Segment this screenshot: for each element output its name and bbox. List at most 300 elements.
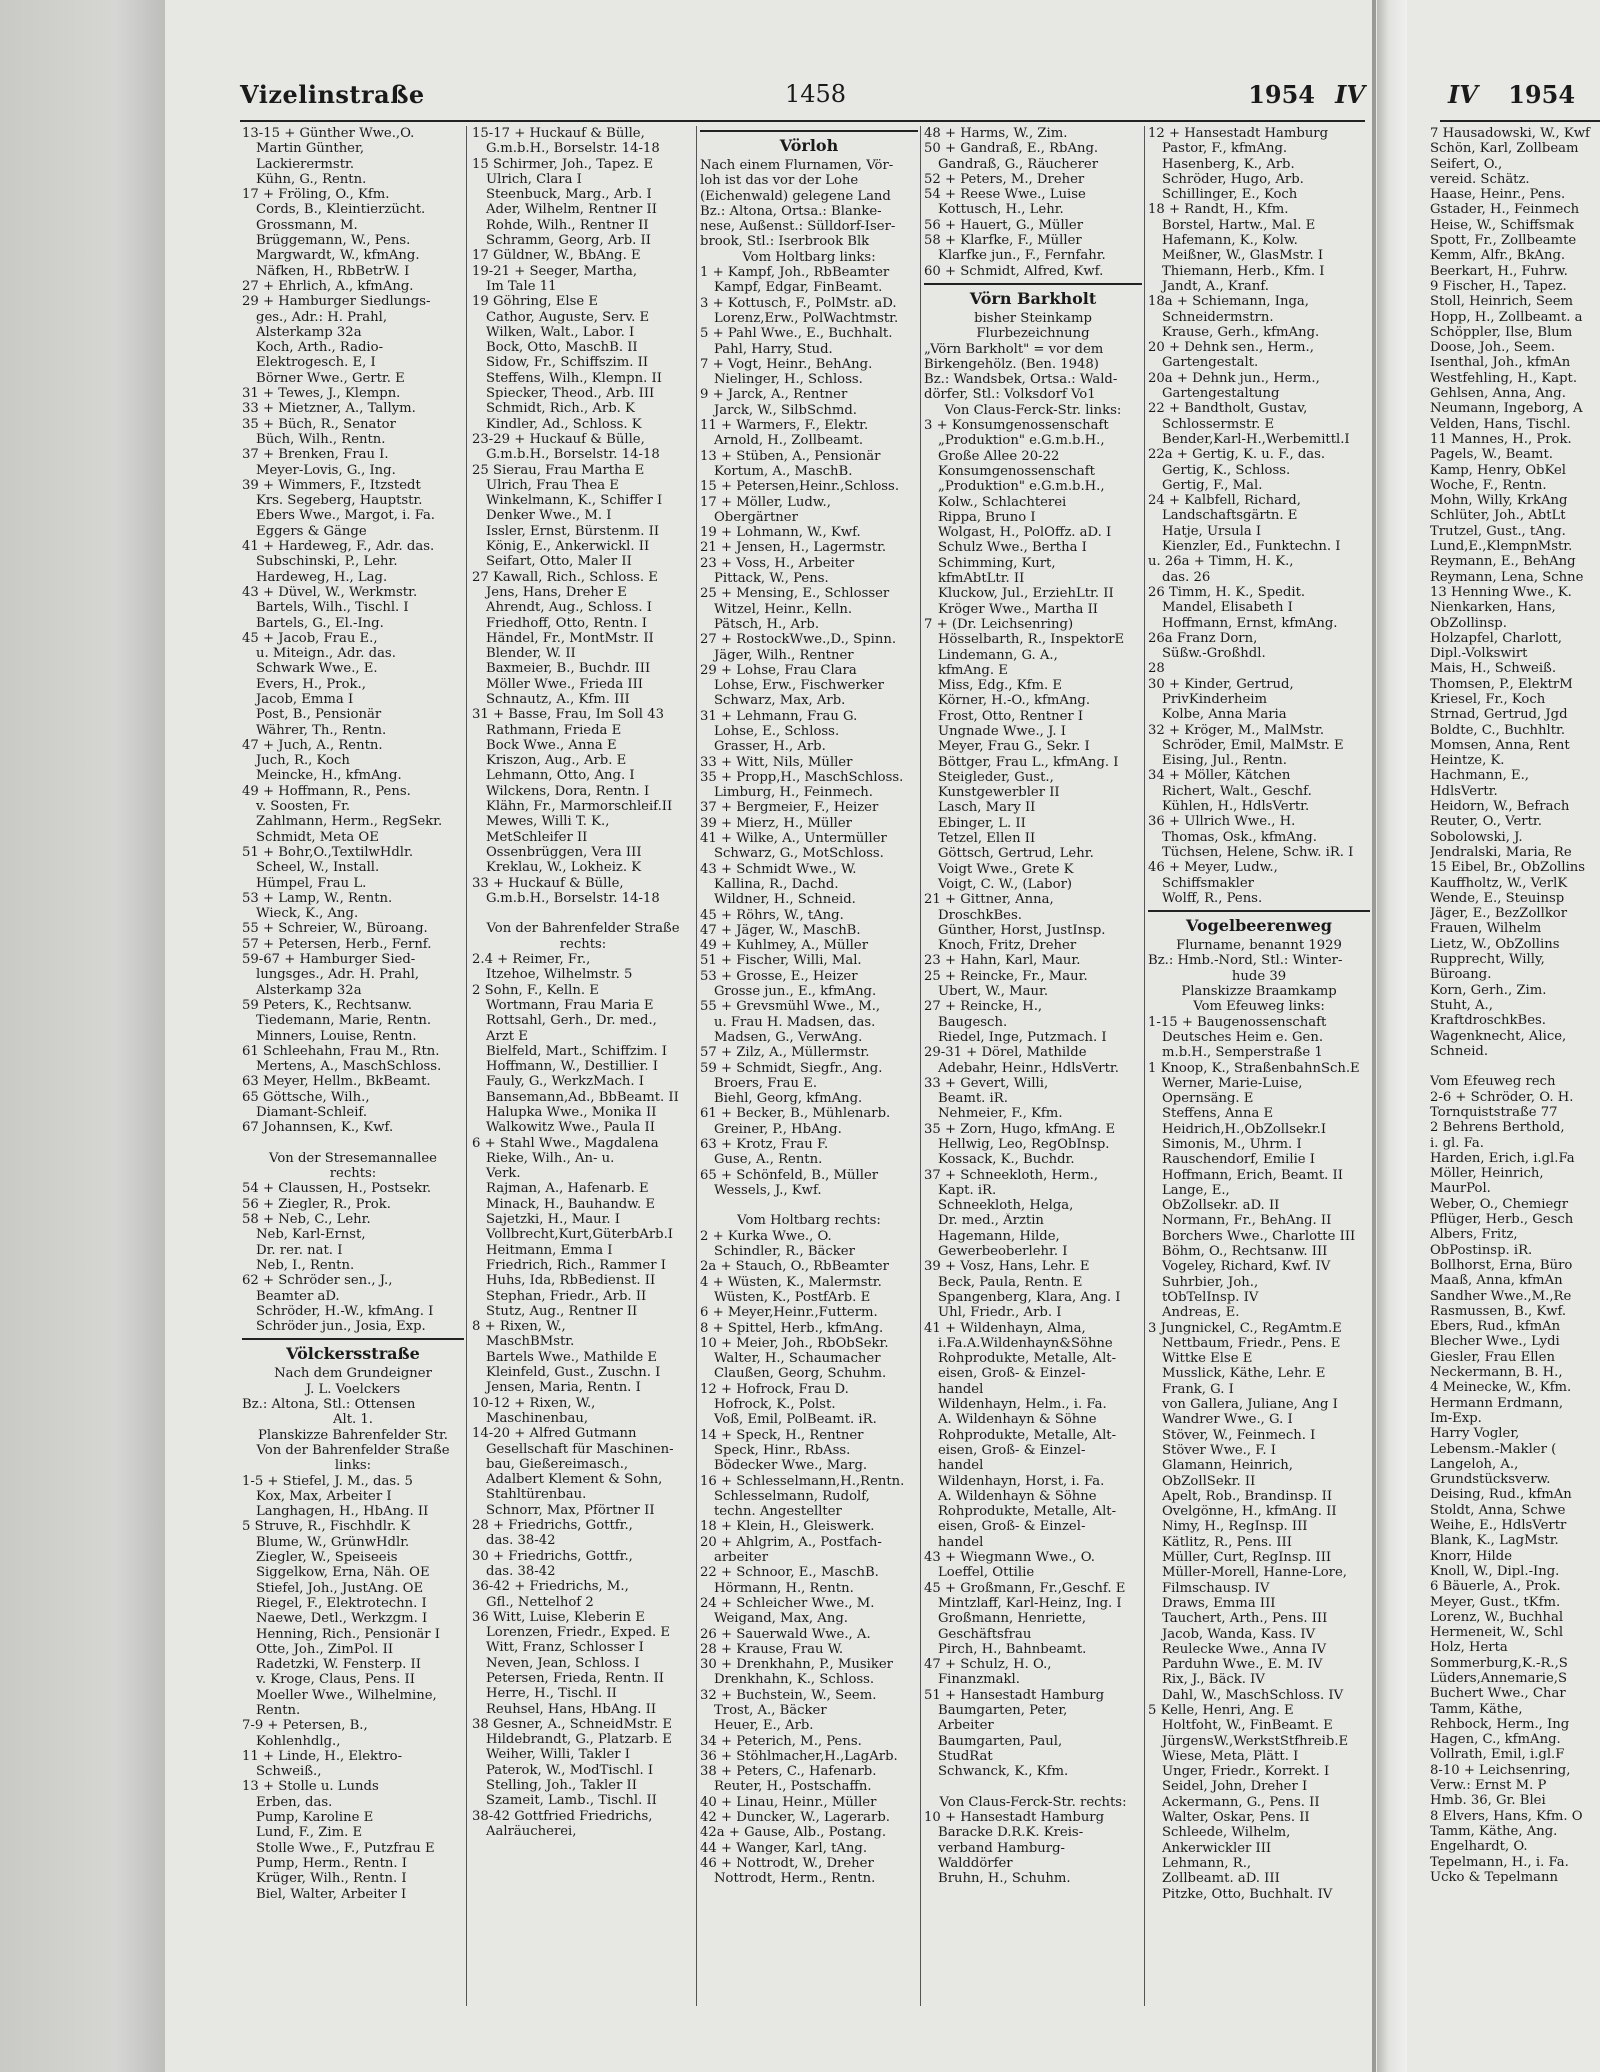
directory-entry: Gandraß, G., Räucherer: [938, 156, 1099, 172]
directory-entry: Bz.: Wandsbek, Ortsa.: Wald-: [924, 372, 1118, 388]
directory-entry: Körner, H.-O., kfmAng.: [938, 693, 1091, 709]
right-directory-entry: Buchert Wwe., Char: [1430, 1686, 1566, 1702]
directory-entry: 41 + Wilke, A., Untermüller: [700, 831, 887, 847]
directory-entry: Kluckow, Jul., ErziehLtr. II: [938, 586, 1114, 602]
right-directory-entry: Mais, H., Schweiß.: [1430, 661, 1557, 677]
directory-entry: 30 + Kinder, Gertrud,: [1148, 676, 1294, 692]
directory-entry: Beamt. iR.: [938, 1091, 1008, 1107]
directory-entry: Gfl., Nettelhof 2: [486, 1594, 594, 1610]
directory-entry: Bock Wwe., Anna E: [486, 737, 617, 753]
directory-entry: Kätlitz, R., Pens. III: [1162, 1534, 1292, 1550]
directory-entry: Kindler, Ad., Schloss. K: [486, 416, 642, 432]
directory-entry: Opernsäng. E: [1162, 1091, 1254, 1107]
directory-entry: Langhagen, H., HbAng. II: [256, 1504, 429, 1520]
right-directory-entry: Blecher Wwe., Lydi: [1430, 1334, 1560, 1350]
right-directory-entry: Lebensm.-Makler (: [1430, 1441, 1557, 1457]
directory-entry: 22 + Bandtholt, Gustav,: [1148, 401, 1308, 417]
directory-entry: 18a + Schiemann, Inga,: [1148, 294, 1309, 310]
directory-entry: Schneekloth, Helga,: [938, 1198, 1074, 1214]
directory-entry: u. 26a + Timm, H. K.,: [1148, 554, 1294, 570]
year-label: 1954: [1248, 80, 1315, 109]
directory-entry: Sidow, Fr., Schiffszim. II: [486, 355, 649, 371]
directory-entry: Büch, Wilh., Rentn.: [256, 431, 386, 447]
directory-entry: Schwarz, Max, Arb.: [714, 693, 846, 709]
directory-entry: Jarck, W., SilbSchmd.: [714, 402, 857, 418]
directory-entry: Schimming, Kurt,: [938, 555, 1056, 571]
directory-entry: G.m.b.H., Borselstr. 14-18: [486, 141, 660, 157]
directory-entry: 39 + Vosz, Hans, Lehr. E: [924, 1259, 1090, 1275]
directory-entry: Bartels Wwe., Mathilde E: [486, 1349, 658, 1365]
directory-entry: Stelling, Joh., Takler II: [486, 1778, 637, 1794]
right-directory-entry: Im-Exp.: [1430, 1410, 1482, 1426]
directory-entry: 42a + Gause, Alb., Postang.: [700, 1825, 887, 1841]
directory-entry: A. Wildenhayn & Söhne: [938, 1488, 1097, 1504]
directory-entry: Wortmann, Frau Maria E: [486, 997, 654, 1013]
right-directory-entry: Tepelmann, H., i. Fa.: [1430, 1854, 1569, 1870]
right-directory-entry: Frauen, Wilhelm: [1430, 921, 1542, 937]
directory-entry: Loeffel, Ottilie: [938, 1565, 1035, 1581]
directory-entry: Minners, Louise, Rentn.: [256, 1028, 417, 1044]
directory-entry: 63 Meyer, Hellm., BkBeamt.: [242, 1074, 431, 1090]
directory-entry: Wildenhayn, Helm., i. Fa.: [938, 1397, 1107, 1413]
directory-entry: 3 + Konsumgenossenschaft: [924, 418, 1109, 434]
directory-entry: G.m.b.H., Borselstr. 14-18: [486, 890, 660, 906]
directory-entry: 45 + Röhrs, W., tAng.: [700, 907, 844, 923]
directory-entry: Bock, Otto, MaschB. II: [486, 340, 638, 356]
directory-entry: Walter, H., Schaumacher: [714, 1351, 881, 1367]
right-directory-entry: Lüders,Annemarie,S: [1430, 1670, 1567, 1686]
directory-entry: Krüger, Wilh., Rentn. I: [256, 1871, 407, 1887]
directory-entry: Neb, I., Rentn.: [256, 1257, 355, 1273]
directory-entry: Naewe, Detl., Werkzgm. I: [256, 1611, 428, 1627]
directory-entry: Von Claus-Ferck-Str. rechts:: [939, 1794, 1127, 1810]
directory-entry: Friedhoff, Otto, Rentn. I: [486, 615, 647, 631]
page-edge-shadow: [1377, 0, 1407, 2072]
directory-entry: Hofrock, K., Polst.: [714, 1397, 836, 1413]
right-directory-entry: Trutzel, Gust., tAng.: [1430, 523, 1566, 539]
directory-entry: Müller, Curt, RegInsp. III: [1162, 1550, 1332, 1566]
directory-entry: 15-17 + Huckauf & Bülle,: [472, 126, 645, 141]
directory-entry: Biehl, Georg, kfmAng.: [714, 1091, 863, 1107]
directory-entry: 34 + Möller, Kätchen: [1148, 768, 1291, 784]
directory-entry: Hardeweg, H., Lag.: [256, 569, 388, 585]
right-directory-entry: i. gl. Fa.: [1430, 1135, 1484, 1151]
directory-entry: Witzel, Heinr., Kelln.: [714, 601, 853, 617]
directory-entry: 29 + Hamburger Siedlungs-: [242, 294, 431, 310]
directory-entry: Limburg, H., Feinmech.: [714, 785, 873, 801]
directory-entry: Kleinfeld, Gust., Zuschn. I: [486, 1365, 661, 1381]
directory-entry: Reulecke Wwe., Anna IV: [1162, 1641, 1327, 1657]
directory-entry: Von der Stresemannallee: [269, 1150, 437, 1166]
directory-entry: Im Tale 11: [486, 278, 557, 294]
directory-entry: 23-29 + Huckauf & Bülle,: [472, 431, 645, 447]
right-directory-entry: Giesler, Frau Ellen: [1430, 1349, 1555, 1365]
directory-entry: Herre, H., Tischl. II: [486, 1686, 617, 1702]
directory-entry: 29-31 + Dörel, Mathilde: [924, 1045, 1087, 1061]
directory-entry: Mertens, A., MaschSchloss.: [256, 1059, 442, 1075]
directory-entry: von Gallera, Juliane, Ang I: [1162, 1397, 1338, 1413]
directory-entry: Birkengehölz. (Ben. 1948): [924, 356, 1099, 372]
directory-entry: Süßw.-Großhdl.: [1162, 646, 1266, 662]
directory-entry: 22 + Schnoor, E., MaschB.: [700, 1565, 879, 1581]
directory-entry: Händel, Fr., MontMstr. II: [486, 630, 654, 646]
directory-entry: Rieke, Wilh., An- u.: [486, 1150, 615, 1166]
directory-entry: „Vörn Barkholt" = vor dem: [924, 341, 1104, 357]
right-directory-entry: Reymann, E., BehAng: [1430, 554, 1576, 570]
right-directory-entry: Hopp, H., Zollbeamt. a: [1430, 309, 1583, 325]
directory-entry: Eising, Jul., Rentn.: [1162, 753, 1287, 769]
directory-entry: Koch, Arth., Radio-: [256, 340, 384, 356]
right-directory-entry: Ebers, Rud., kfmAn: [1430, 1319, 1561, 1335]
directory-entry: Fauly, G., WerkzMach. I: [486, 1074, 644, 1090]
page-number: 1458: [785, 80, 847, 108]
directory-entry: Steffens, Anna E: [1162, 1106, 1274, 1122]
directory-entry: kfmAbtLtr. II: [938, 571, 1025, 587]
right-directory-entry: Meyer, Gust., tKfm.: [1430, 1594, 1561, 1610]
directory-entry: Grasser, H., Arb.: [714, 739, 826, 755]
directory-entry: Hasenberg, K., Arb.: [1162, 156, 1295, 172]
right-directory-entry: Mohn, Willy, KrkAng: [1430, 493, 1568, 509]
directory-entry: Jandt, A., Kranf.: [1162, 278, 1269, 294]
directory-entry: Beamter aD.: [256, 1288, 340, 1304]
directory-entry: Ossenbrüggen, Vera III: [486, 844, 642, 860]
directory-entry: Zahlmann, Herm., RegSekr.: [256, 814, 443, 830]
directory-entry: techn. Angestellter: [714, 1504, 842, 1520]
directory-entry: Mandel, Elisabeth I: [1162, 600, 1293, 616]
directory-entry: Gertig, F., Mal.: [1162, 477, 1263, 493]
directory-entry: Gesellschaft für Maschinen-: [486, 1441, 674, 1457]
directory-entry: 44 + Wanger, Karl, tAng.: [700, 1840, 868, 1856]
directory-entry: Währer, Th., Rentn.: [256, 722, 387, 738]
directory-entry: Ovelgönne, H., kfmAng. II: [1162, 1504, 1337, 1520]
directory-entry: Schulz Wwe., Bertha I: [938, 540, 1087, 556]
directory-entry: Borstel, Hartw., Mal. E: [1162, 217, 1316, 233]
directory-entry: 59-67 + Hamburger Sied-: [242, 952, 416, 968]
directory-entry: Voigt, C. W., (Labor): [938, 876, 1073, 892]
directory-entry: Kottusch, H., Lehr.: [938, 202, 1064, 218]
directory-entry: Rix, J., Bäck. IV: [1162, 1672, 1265, 1688]
right-directory-entry: Holz, Herta: [1430, 1640, 1508, 1656]
directory-entry: 19 + Lohmann, W., Kwf.: [700, 525, 861, 541]
directory-entry: Krause, Gerh., kfmAng.: [1162, 324, 1320, 340]
directory-entry: 17 + Möller, Ludw.,: [700, 494, 831, 510]
directory-entry: Wildenhayn, Horst, i. Fa.: [938, 1473, 1105, 1489]
directory-entry: 27 + Ehrlich, A., kfmAng.: [242, 278, 414, 294]
directory-entry: Pitzke, Otto, Buchhalt. IV: [1162, 1886, 1333, 1902]
directory-entry: Ulrich, Frau Thea E: [486, 477, 619, 493]
directory-entry: 18 + Randt, H., Kfm.: [1148, 202, 1289, 218]
directory-entry: DroschkBes.: [938, 907, 1022, 923]
right-directory-entry: Deising, Rud., kfmAn: [1430, 1487, 1572, 1503]
right-directory-entry: Harden, Erich, i.gl.Fa: [1430, 1150, 1575, 1166]
directory-entry: 2a + Stauch, O., RbBeamter: [700, 1259, 889, 1275]
directory-entry: 17 Güldner, W., BbAng. E: [472, 248, 641, 264]
directory-entry: 50 + Gandraß, E., RbAng.: [924, 141, 1099, 157]
directory-entry: Schröder, H.-W., kfmAng. I: [256, 1303, 434, 1319]
directory-entry: Reuter, H., Postschaffn.: [714, 1779, 872, 1795]
directory-entry: 65 Göttsche, Wilh.,: [242, 1089, 370, 1105]
directory-entry: 47 + Schulz, H. O.,: [924, 1657, 1052, 1673]
right-directory-entry: Beerkart, H., Fuhrw.: [1430, 263, 1568, 279]
directory-entry: Ader, Wilhelm, Rentner II: [486, 202, 657, 218]
right-directory-entry: Sobolowski, J.: [1430, 829, 1523, 845]
directory-entry: Broers, Frau E.: [714, 1075, 818, 1091]
directory-entry: Stiefel, Joh., JustAng. OE: [256, 1580, 424, 1596]
directory-entry: 42 + Duncker, W., Lagerarb.: [700, 1810, 890, 1826]
directory-entry: Andreas, E.: [1162, 1305, 1240, 1321]
directory-entry: Mintzlaff, Karl-Heinz, Ing. I: [938, 1595, 1122, 1611]
directory-entry: Hoffmann, Erich, Beamt. II: [1162, 1167, 1343, 1183]
directory-entry: Nimy, H., RegInsp. III: [1162, 1519, 1308, 1535]
right-directory-entry: 2-6 + Schröder, O. H.: [1430, 1089, 1574, 1105]
directory-entry: 37 + Bergmeier, F., Heizer: [700, 800, 879, 816]
directory-entry: Vom Holtbarg rechts:: [737, 1213, 881, 1229]
directory-entry: bisher Steinkamp: [974, 310, 1092, 326]
directory-entry: Bielfeld, Mart., Schiffzim. I: [486, 1043, 667, 1059]
directory-entry: „Produktion" e.G.m.b.H.,: [938, 433, 1105, 449]
right-directory-entry: Schön, Karl, Zollbeam: [1430, 141, 1579, 157]
directory-entry: Rohprodukte, Metalle, Alt-: [938, 1504, 1117, 1520]
directory-entry: Parduhn Wwe., E. M. IV: [1162, 1657, 1323, 1673]
directory-entry: Suhrbier, Joh.,: [1162, 1274, 1259, 1290]
directory-entry: 51 + Fischer, Willi, Mal.: [700, 953, 862, 969]
directory-entry: Musslick, Käthe, Lehr. E: [1162, 1366, 1326, 1382]
right-directory-entry: Lietz, W., ObZollins: [1430, 936, 1560, 952]
right-directory-entry: Strnad, Gertrud, Jgd: [1430, 707, 1568, 723]
directory-entry: 24 + Schleicher Wwe., M.: [700, 1595, 875, 1611]
directory-entry: Guse, A., Rentn.: [714, 1152, 823, 1168]
directory-entry: 39 + Wimmers, F., Itzstedt: [242, 477, 421, 493]
directory-entry: 33 + Gevert, Willi,: [924, 1075, 1049, 1091]
directory-entry: 31 + Tewes, J., Klempn.: [242, 386, 401, 402]
directory-entry: Radetzki, W. Fensterp. II: [256, 1657, 421, 1673]
directory-entry: Kriszon, Aug., Arb. E: [486, 753, 627, 769]
right-directory-entry: 15 Eibel, Br., ObZollins: [1430, 860, 1586, 876]
directory-entry: Bödecker Wwe., Marg.: [714, 1458, 868, 1474]
directory-entry: Rathmann, Frieda E: [486, 722, 622, 738]
directory-entry: Eggers & Gänge: [256, 523, 367, 539]
directory-entry: Speck, Hinr., RbAss.: [714, 1442, 851, 1458]
right-directory-entry: Albers, Fritz,: [1430, 1227, 1518, 1243]
directory-entry: Lorenzen, Friedr., Exped. E: [486, 1625, 671, 1641]
directory-entry: Wolgast, H., PolOffz. aD. I: [938, 525, 1112, 541]
directory-entry: 2 Sohn, F., Kelln. E: [472, 982, 599, 998]
directory-entry: 23 + Voss, H., Arbeiter: [700, 555, 855, 571]
directory-entry: Spangenberg, Klara, Ang. I: [938, 1289, 1121, 1305]
directory-entry: Wandrer Wwe., G. I: [1162, 1412, 1293, 1428]
directory-entry: 18 + Klein, H., Gleiswerk.: [700, 1519, 875, 1535]
directory-entry: 26 + Sauerwald Wwe., A.: [700, 1626, 871, 1642]
directory-entry: Kallina, R., Dachd.: [714, 876, 839, 892]
directory-column-5: [1148, 126, 1370, 2016]
header-rule: [240, 120, 1365, 122]
directory-entry: Kröger Wwe., Martha II: [938, 601, 1098, 617]
directory-entry: Itzehoe, Wilhelmstr. 5: [486, 967, 633, 983]
directory-entry: 46 + Nottrodt, W., Dreher: [700, 1855, 874, 1871]
right-directory-entry: Sommerburg,K.-R.,S: [1430, 1655, 1568, 1671]
directory-entry: Wilckens, Dora, Rentn. I: [486, 783, 650, 799]
right-volume-label: IV: [1448, 80, 1478, 109]
directory-entry: Walter, Oskar, Pens. II: [1162, 1810, 1310, 1826]
directory-entry: Thiemann, Herb., Kfm. I: [1162, 263, 1325, 279]
directory-entry: Dahl, W., MaschSchloss. IV: [1162, 1687, 1344, 1703]
right-directory-entry: Lund,E.,KlempnMstr.: [1430, 539, 1573, 555]
directory-entry: Kossack, K., Buchdr.: [938, 1152, 1075, 1168]
right-directory-entry: Jäger, E., BezZollkor: [1430, 906, 1568, 922]
directory-entry: 49 + Hoffmann, R., Pens.: [242, 783, 411, 799]
directory-entry: 41 + Wildenhayn, Alma,: [924, 1320, 1086, 1336]
right-directory-entry: KraftdroschkBes.: [1430, 1013, 1546, 1029]
column-rule: [466, 126, 467, 2006]
right-directory-entry: Reuter, O., Vertr.: [1430, 814, 1542, 830]
directory-entry: Von Claus-Ferck-Str. links:: [944, 402, 1122, 418]
directory-entry: ges., Adr.: H. Prahl,: [256, 309, 388, 325]
right-directory-entry: Heidorn, W., Befrach: [1430, 799, 1570, 815]
directory-entry: Baugesch.: [938, 1014, 1008, 1030]
right-directory-entry: Stoldt, Anna, Schwe: [1430, 1502, 1566, 1518]
directory-entry: Stolle Wwe., F., Putzfrau E: [256, 1840, 435, 1856]
street-header: Vizelinstraße: [240, 80, 425, 109]
directory-entry: Wittke Else E: [1162, 1351, 1253, 1367]
directory-entry: Rippa, Bruno I: [938, 509, 1036, 525]
directory-entry: dörfer, Stl.: Volksdorf Vo1: [924, 387, 1096, 403]
directory-entry: Witt, Franz, Schlosser I: [486, 1640, 644, 1656]
directory-entry: Vollbrecht,Kurt,GüterbArb.I: [486, 1227, 674, 1243]
directory-entry: Schweiß.,: [256, 1764, 322, 1780]
directory-entry: 37 + Schneekloth, Herm.,: [924, 1167, 1099, 1183]
directory-entry: Gewerbeoberlehr. I: [938, 1244, 1068, 1260]
directory-entry: Landschaftsgärtn. E: [1162, 508, 1298, 524]
directory-entry: Göttsch, Gertrud, Lehr.: [938, 846, 1094, 862]
directory-entry: „Produktion" e.G.m.b.H.,: [938, 479, 1105, 495]
directory-entry: 37 + Brenken, Frau I.: [242, 447, 389, 463]
directory-entry: 7-9 + Petersen, B.,: [242, 1718, 368, 1734]
directory-entry: Kapt. iR.: [938, 1182, 997, 1198]
directory-entry: Lange, E.,: [1162, 1182, 1230, 1198]
right-directory-entry: Rehbock, Herm., Ing: [1430, 1716, 1570, 1732]
right-directory-entry: Weber, O., Chemiegr: [1430, 1196, 1569, 1212]
directory-entry: Frost, Otto, Rentner I: [938, 708, 1084, 724]
directory-entry: Wolff, R., Pens.: [1162, 890, 1263, 906]
directory-entry: 57 + Zilz, A., Müllermstr.: [700, 1045, 870, 1061]
directory-entry: Lehmann, R.,: [1162, 1855, 1252, 1871]
directory-entry: Hagemann, Hilde,: [938, 1228, 1060, 1244]
directory-entry: Alsterkamp 32a: [256, 324, 362, 340]
directory-entry: Jäger, Wilh., Rentner: [714, 647, 854, 663]
directory-entry: Hellwig, Leo, RegObInsp.: [938, 1137, 1110, 1152]
right-directory-entry: Verw.: Ernst M. P: [1430, 1778, 1547, 1794]
directory-entry: loh ist das vor der Lohe: [700, 173, 859, 189]
directory-entry: [472, 906, 694, 921]
directory-entry: (Eichenwald) gelegene Land: [700, 188, 891, 204]
directory-entry: Hatje, Ursula I: [1162, 523, 1262, 539]
directory-entry: das. 26: [1162, 569, 1211, 585]
directory-entry: Klarfke jun., F., Fernfahr.: [938, 248, 1106, 264]
directory-entry: 24 + Kalbfell, Richard,: [1148, 493, 1301, 509]
right-directory-entry: Heintze, K.: [1430, 753, 1505, 769]
directory-entry: Gertig, K., Schloss.: [1162, 462, 1291, 478]
directory-entry: 61 Schleehahn, Frau M., Rtn.: [242, 1043, 440, 1059]
directory-entry: 1 Knoop, K., StraßenbahnSch.E: [1148, 1060, 1360, 1076]
directory-entry: Adalbert Klement & Sohn,: [486, 1472, 663, 1488]
directory-entry: Heuer, E., Arb.: [714, 1718, 814, 1734]
directory-entry: Rohde, Wilh., Rentner II: [486, 217, 649, 233]
directory-entry: das. 38-42: [486, 1563, 556, 1579]
directory-entry: verband Hamburg-: [938, 1840, 1065, 1856]
directory-entry: Thomas, Osk., kfmAng.: [1162, 829, 1317, 845]
right-directory-entry: Woche, F., Rentn.: [1430, 477, 1547, 493]
directory-entry: Verk.: [486, 1166, 521, 1182]
directory-entry: 4 + Wüsten, K., Malermstr.: [700, 1274, 882, 1290]
directory-entry: Halupka Wwe., Monika II: [486, 1105, 657, 1120]
directory-entry: Schnorr, Max, Pförtner II: [486, 1502, 655, 1518]
right-directory-entry: Gehlsen, Anna, Ang.: [1430, 386, 1566, 402]
directory-entry: Seidel, John, Dreher I: [1162, 1779, 1308, 1795]
right-directory-entry: HdlsVertr.: [1430, 783, 1498, 799]
directory-entry: 61 + Becker, B., Mühlenarb.: [700, 1106, 891, 1122]
right-directory-entry: Wende, E., Steuinsp: [1430, 890, 1565, 906]
right-directory-entry: Gstader, H., Feinmech: [1430, 202, 1580, 218]
directory-entry: 52 + Peters, M., Dreher: [924, 171, 1085, 187]
directory-entry: 1 + Kampf, Joh., RbBeamter: [700, 265, 890, 281]
directory-entry: Vom Holtbarg links:: [742, 249, 876, 265]
directory-entry: Hildebrandt, G., Platzarb. E: [486, 1732, 672, 1748]
directory-entry: Minack, H., Bauhandw. E: [486, 1196, 655, 1212]
directory-entry: Kortum, A., MaschB.: [714, 463, 853, 479]
right-directory-entry: Harry Vogler,: [1430, 1426, 1520, 1442]
directory-entry: 38 Gesner, A., SchneidMstr. E: [472, 1716, 673, 1732]
directory-entry: Weigand, Max, Ang.: [714, 1611, 848, 1627]
directory-entry: Wilken, Walt., Labor. I: [486, 324, 635, 340]
directory-entry: rechts:: [329, 1166, 377, 1182]
directory-entry: Rottsahl, Gerh., Dr. med.,: [486, 1013, 657, 1029]
directory-entry: Pirch, H., Bahnbeamt.: [938, 1641, 1087, 1657]
left-page-spine: [0, 0, 165, 2072]
directory-entry: Schramm, Georg, Arb. II: [486, 233, 651, 249]
directory-entry: Kienzler, Ed., Funktechn. I: [1162, 539, 1341, 555]
directory-entry: Alt. 1.: [332, 1412, 373, 1428]
directory-entry: Schiffsmakler: [1162, 875, 1254, 891]
directory-entry: Nach einem Flurnamen, Vör-: [700, 158, 894, 173]
right-directory-entry: ObPostinsp. iR.: [1430, 1242, 1533, 1258]
directory-entry: 7 + (Dr. Leichsenring): [924, 616, 1074, 632]
right-directory-entry: Tamm, Käthe, Ang.: [1430, 1823, 1558, 1839]
directory-entry: 51 + Bohr,O.,TextilwHdlr.: [242, 844, 414, 860]
directory-entry: Stephan, Friedr., Arb. II: [486, 1288, 647, 1304]
directory-entry: Margwardt, W., kfmAng.: [256, 248, 420, 264]
directory-entry: 34 + Peterich, M., Pens.: [700, 1733, 862, 1749]
directory-entry: 5 Struve, R., Fischhdlr. K: [242, 1519, 411, 1535]
directory-entry: Subschinski, P., Lehr.: [256, 554, 398, 570]
directory-entry: Grossmann, M.: [256, 217, 358, 233]
directory-entry: 19-21 + Seeger, Martha,: [472, 263, 638, 279]
directory-entry: 20 + Dehnk sen., Herm.,: [1148, 340, 1314, 356]
directory-entry: Tiedemann, Marie, Rentn.: [256, 1013, 432, 1029]
directory-entry: Obergärtner: [714, 509, 798, 525]
directory-entry: Ulrich, Clara I: [486, 171, 582, 187]
directory-entry: Ankerwickler III: [1162, 1840, 1272, 1856]
directory-entry: 27 + RostockWwe.,D., Spinn.: [700, 632, 897, 648]
page-gutter-rule: [1372, 0, 1376, 2072]
directory-entry: 31 + Basse, Frau, Im Soll 43: [472, 707, 664, 723]
directory-entry: Werner, Marie-Luise,: [1162, 1075, 1303, 1091]
directory-entry: 32 + Kröger, M., MalMstr.: [1148, 722, 1325, 738]
directory-entry: 28: [1148, 661, 1165, 677]
directory-entry: 28 + Friedrichs, Gottfr.,: [472, 1518, 633, 1534]
directory-entry: Filmschausp. IV: [1162, 1580, 1270, 1596]
directory-entry: Winkelmann, K., Schiffer I: [486, 493, 663, 509]
directory-entry: Nach dem Grundeigner: [274, 1366, 432, 1382]
